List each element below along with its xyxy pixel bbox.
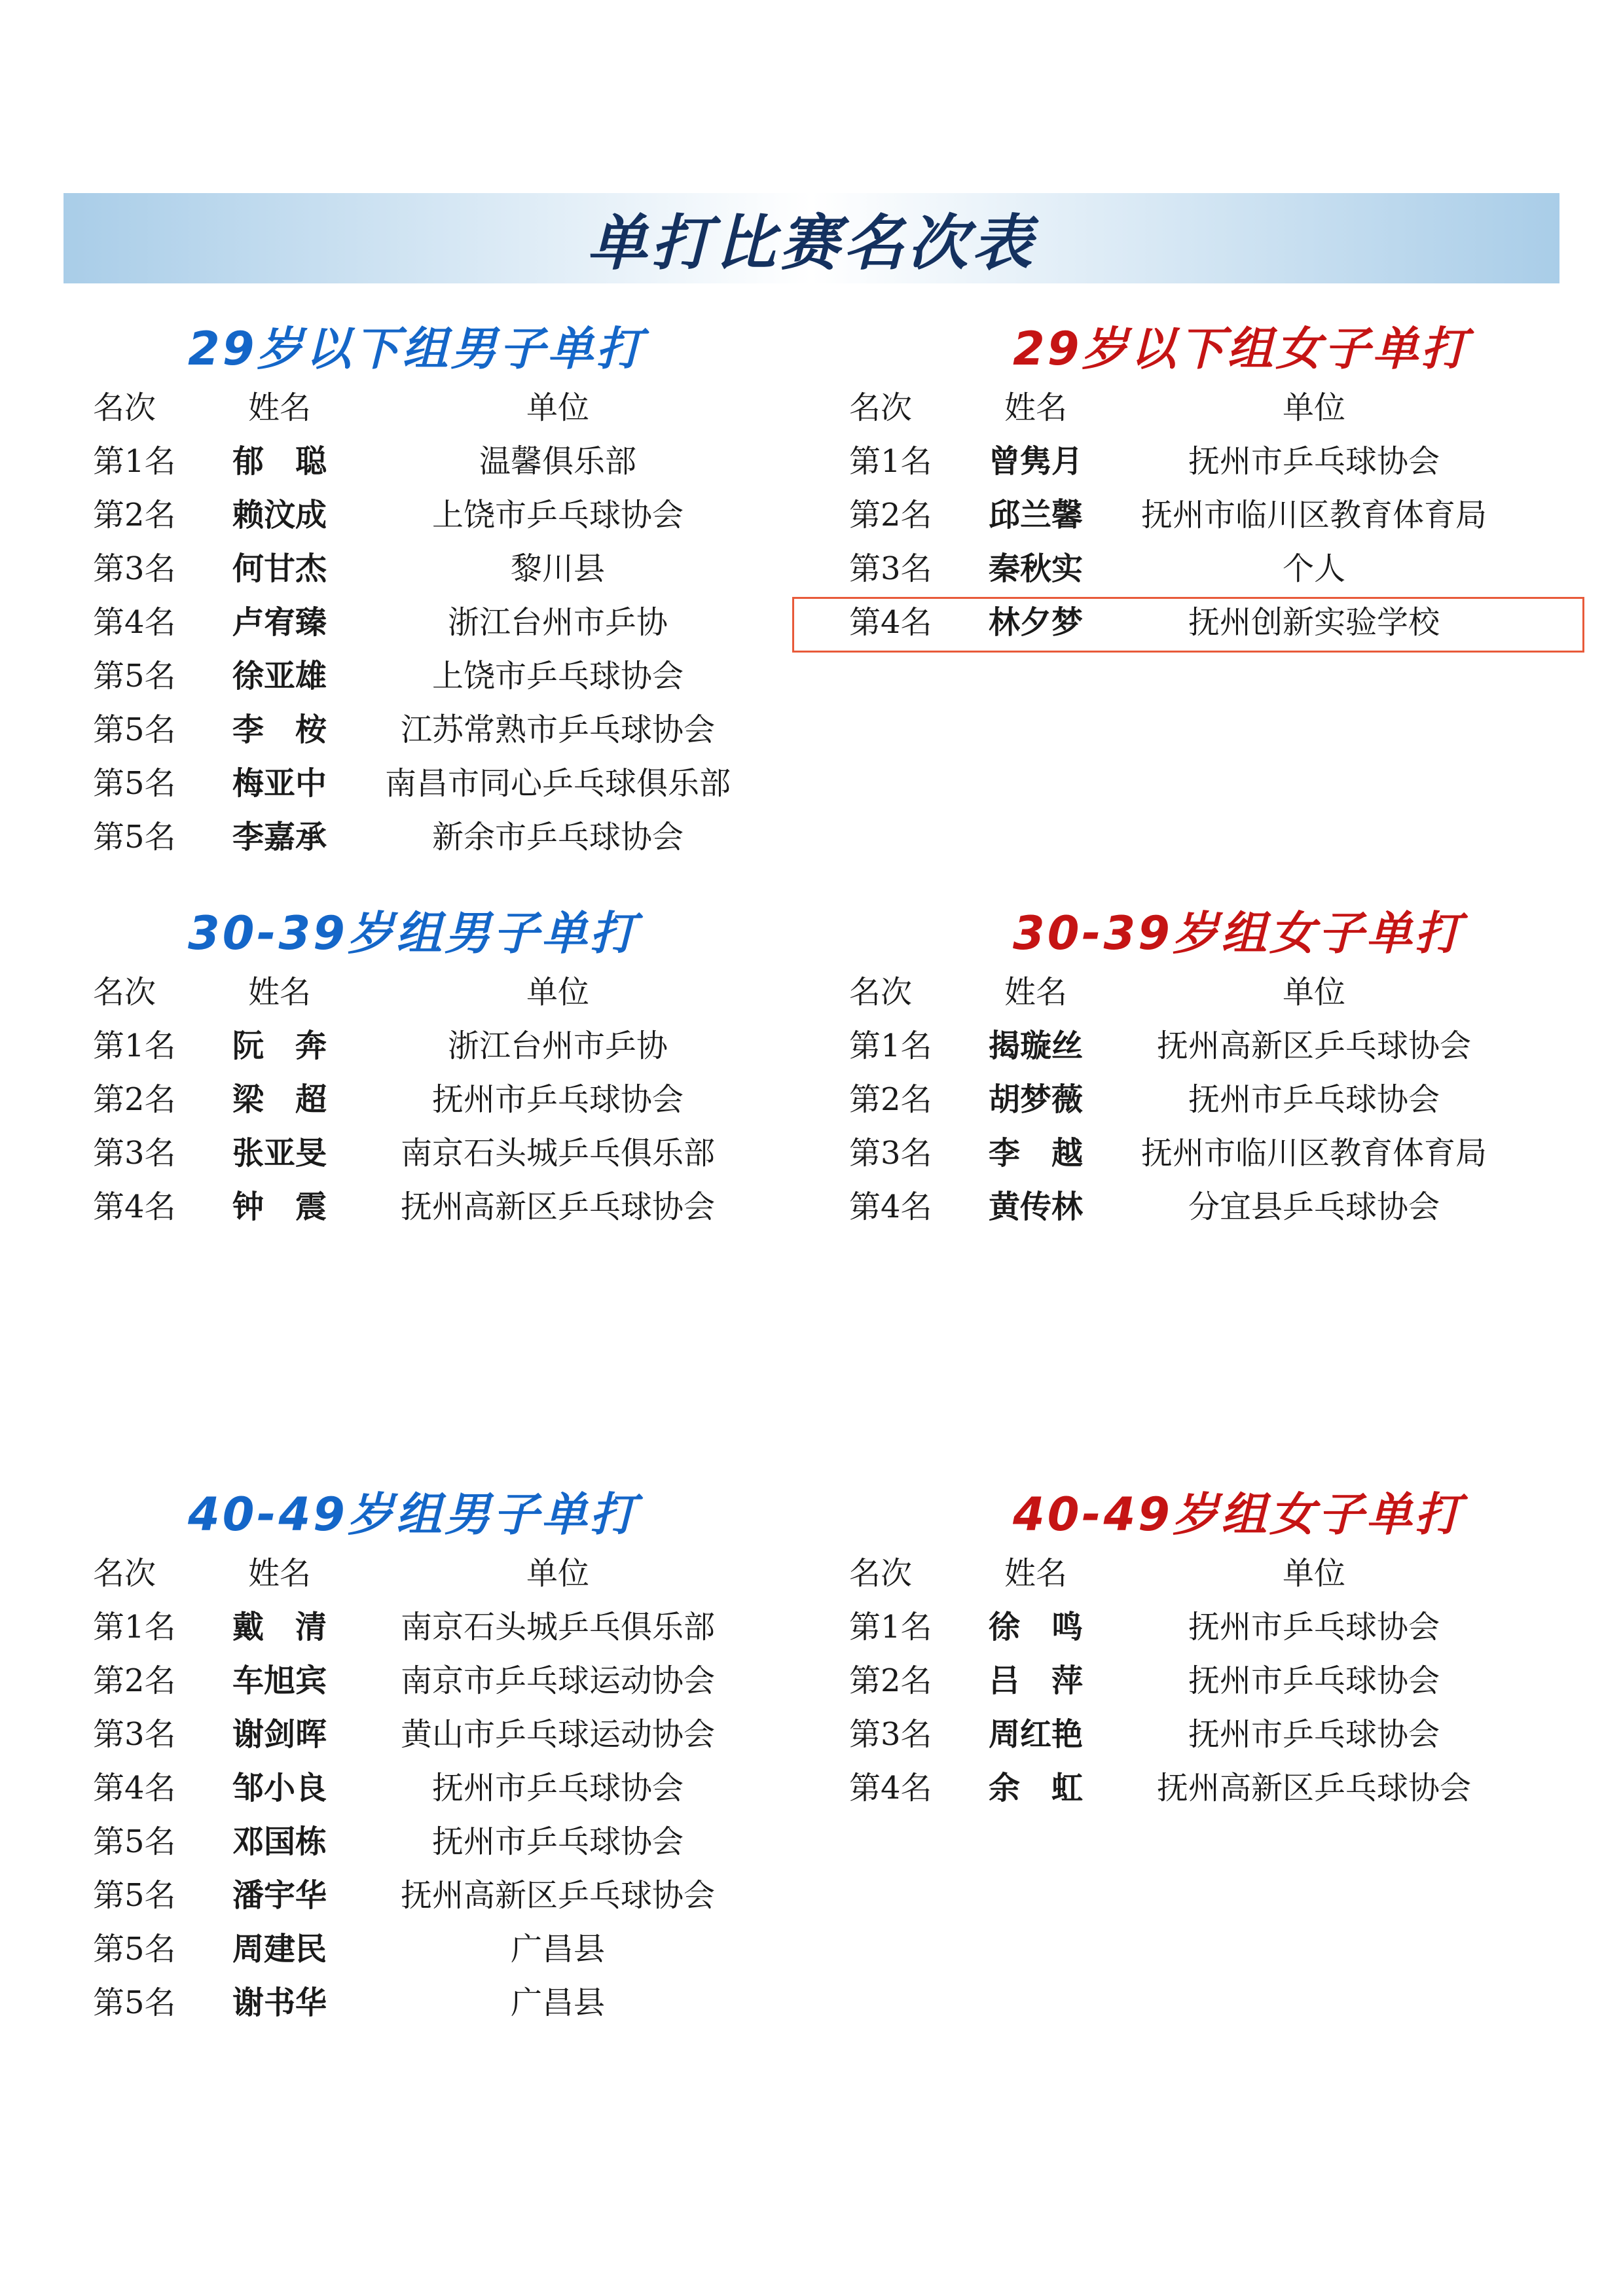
table-row	[64, 1922, 790, 1976]
table-row	[64, 703, 790, 757]
header-unit: 单位	[526, 389, 589, 426]
table-header-row	[64, 1547, 790, 1600]
unit-cell: 抚州市乒乓球协会	[431, 1823, 684, 1860]
table-header-row	[820, 381, 1546, 435]
section-title: 29岁以下组男子单打	[188, 322, 645, 376]
table-row	[64, 1654, 790, 1708]
rank-cell: 第4名	[93, 1770, 176, 1806]
rank-cell: 第5名	[93, 1823, 176, 1860]
table-row	[64, 542, 790, 596]
section-title: 30-39岁组男子单打	[188, 906, 638, 960]
rank-cell: 第4名	[93, 604, 176, 641]
rank-cell: 第3名	[849, 1135, 932, 1172]
unit-cell: 抚州高新区乒乓球协会	[400, 1877, 715, 1914]
rank-cell: 第1名	[93, 443, 176, 480]
name-cell: 阮 奔	[232, 1028, 327, 1064]
unit-cell: 抚州创新实验学校	[1188, 604, 1440, 641]
table-row	[64, 1180, 790, 1234]
rank-cell: 第1名	[849, 1028, 932, 1064]
unit-cell: 抚州市临川区教育体育局	[1140, 1135, 1487, 1172]
header-unit: 单位	[526, 974, 589, 1011]
name-cell: 周红艳	[988, 1716, 1083, 1753]
table-row	[820, 488, 1546, 542]
table-header-row	[64, 381, 790, 435]
header-name: 姓名	[247, 389, 311, 426]
section-title: 40-49岁组女子单打	[1013, 1488, 1463, 1541]
unit-cell: 抚州市乒乓球协会	[1188, 1662, 1440, 1699]
unit-cell: 南京石头城乒乓俱乐部	[400, 1609, 715, 1645]
header-unit: 单位	[526, 1555, 589, 1592]
name-cell: 赖汶成	[232, 497, 327, 533]
unit-cell: 广昌县	[510, 1931, 605, 1967]
unit-cell: 抚州高新区乒乓球协会	[1156, 1028, 1471, 1064]
table-row	[64, 810, 790, 864]
rank-cell: 第3名	[93, 550, 176, 587]
table-row	[820, 1073, 1546, 1126]
table-row	[64, 757, 790, 810]
section-title: 40-49岁组男子单打	[188, 1488, 638, 1541]
table-row	[820, 1654, 1546, 1708]
rank-cell: 第5名	[93, 1984, 176, 2021]
unit-cell: 上饶市乒乓球协会	[431, 658, 684, 694]
rank-cell: 第5名	[93, 658, 176, 694]
page-title: 单打比赛名次表	[587, 208, 1036, 278]
table-row	[820, 1600, 1546, 1654]
rank-cell: 第4名	[849, 1770, 932, 1806]
table-row	[64, 1019, 790, 1073]
rank-cell: 第3名	[93, 1716, 176, 1753]
rank-cell: 第1名	[849, 1609, 932, 1645]
unit-cell: 广昌县	[510, 1984, 605, 2021]
rank-cell: 第2名	[849, 1081, 932, 1118]
rank-cell: 第4名	[849, 1189, 932, 1225]
unit-cell: 黄山市乒乓球运动协会	[400, 1716, 715, 1753]
title-banner	[64, 193, 1559, 283]
unit-cell: 抚州市乒乓球协会	[431, 1770, 684, 1806]
name-cell: 林夕梦	[988, 604, 1083, 641]
table-row	[820, 1761, 1546, 1815]
rank-cell: 第2名	[93, 497, 176, 533]
table-row	[820, 1126, 1546, 1180]
rank-cell: 第2名	[93, 1081, 176, 1118]
name-cell: 梁 超	[232, 1081, 327, 1118]
unit-cell: 抚州市临川区教育体育局	[1140, 497, 1487, 533]
header-name: 姓名	[247, 1555, 311, 1592]
table-row	[64, 435, 790, 488]
name-cell: 钟 震	[232, 1189, 327, 1225]
name-cell: 梅亚中	[232, 765, 327, 802]
table-row	[64, 1976, 790, 2030]
name-cell: 郁 聪	[232, 443, 327, 480]
name-cell: 李 桉	[232, 711, 327, 748]
unit-cell: 分宜县乒乓球协会	[1188, 1189, 1440, 1225]
name-cell: 车旭宾	[232, 1662, 327, 1699]
name-cell: 潘宇华	[232, 1877, 327, 1914]
rank-cell: 第5名	[93, 1877, 176, 1914]
header-rank: 名次	[93, 389, 156, 426]
table-row	[64, 1126, 790, 1180]
unit-cell: 温馨俱乐部	[479, 443, 636, 480]
header-name: 姓名	[1004, 389, 1067, 426]
header-name: 姓名	[247, 974, 311, 1011]
rank-cell: 第5名	[93, 711, 176, 748]
name-cell: 李嘉承	[232, 819, 327, 855]
name-cell: 吕 萍	[988, 1662, 1083, 1699]
rank-cell: 第3名	[93, 1135, 176, 1172]
rank-cell: 第2名	[849, 1662, 932, 1699]
name-cell: 周建民	[232, 1931, 327, 1967]
header-unit: 单位	[1282, 389, 1345, 426]
name-cell: 戴 清	[232, 1609, 327, 1645]
unit-cell: 抚州市乒乓球协会	[1188, 1716, 1440, 1753]
header-unit: 单位	[1282, 1555, 1345, 1592]
name-cell: 何甘杰	[232, 550, 327, 587]
header-rank: 名次	[849, 389, 913, 426]
unit-cell: 浙江台州市乒协	[447, 1028, 668, 1064]
name-cell: 邹小良	[232, 1770, 327, 1806]
header-rank: 名次	[93, 974, 156, 1011]
name-cell: 黄传林	[988, 1189, 1083, 1225]
header-name: 姓名	[1004, 974, 1067, 1011]
name-cell: 邓国栋	[232, 1823, 327, 1860]
name-cell: 余 虹	[988, 1770, 1083, 1806]
rank-cell: 第3名	[849, 550, 932, 587]
table-row	[64, 1708, 790, 1761]
table-row	[64, 1815, 790, 1869]
unit-cell: 个人	[1282, 550, 1345, 587]
table-row	[64, 596, 790, 649]
name-cell: 谢书华	[232, 1984, 327, 2021]
table-header-row	[820, 1547, 1546, 1600]
unit-cell: 黎川县	[510, 550, 605, 587]
table-header-row	[64, 965, 790, 1019]
unit-cell: 江苏常熟市乒乓球协会	[400, 711, 715, 748]
rank-cell: 第5名	[93, 819, 176, 855]
header-rank: 名次	[849, 974, 913, 1011]
rank-cell: 第4名	[93, 1189, 176, 1225]
rank-cell: 第1名	[93, 1028, 176, 1064]
section-title: 30-39岁组女子单打	[1013, 906, 1463, 960]
unit-cell: 抚州高新区乒乓球协会	[1156, 1770, 1471, 1806]
name-cell: 卢宥臻	[232, 604, 327, 641]
name-cell: 胡梦薇	[988, 1081, 1083, 1118]
unit-cell: 浙江台州市乒协	[447, 604, 668, 641]
header-name: 姓名	[1004, 1555, 1067, 1592]
rank-cell: 第2名	[93, 1662, 176, 1699]
rank-cell: 第2名	[849, 497, 932, 533]
header-rank: 名次	[849, 1555, 913, 1592]
table-row	[64, 1600, 790, 1654]
table-row	[64, 1761, 790, 1815]
name-cell: 揭璇丝	[988, 1028, 1083, 1064]
table-row	[64, 649, 790, 703]
rank-cell: 第5名	[93, 765, 176, 802]
rank-cell: 第1名	[93, 1609, 176, 1645]
name-cell: 邱兰馨	[988, 497, 1083, 533]
name-cell: 徐 鸣	[988, 1609, 1083, 1645]
rank-cell: 第3名	[849, 1716, 932, 1753]
table-row	[820, 1708, 1546, 1761]
table-row	[64, 1073, 790, 1126]
table-row	[820, 542, 1546, 596]
header-unit: 单位	[1282, 974, 1345, 1011]
table-row	[820, 435, 1546, 488]
unit-cell: 抚州市乒乓球协会	[1188, 1609, 1440, 1645]
section-title: 29岁以下组女子单打	[1013, 322, 1470, 376]
unit-cell: 南昌市同心乒乓球俱乐部	[384, 765, 731, 802]
unit-cell: 抚州市乒乓球协会	[431, 1081, 684, 1118]
unit-cell: 抚州市乒乓球协会	[1188, 443, 1440, 480]
table-row	[64, 1869, 790, 1922]
table-header-row	[820, 965, 1546, 1019]
rank-cell: 第4名	[849, 604, 932, 641]
header-rank: 名次	[93, 1555, 156, 1592]
name-cell: 徐亚雄	[232, 658, 327, 694]
unit-cell: 新余市乒乓球协会	[431, 819, 684, 855]
rank-cell: 第1名	[849, 443, 932, 480]
unit-cell: 上饶市乒乓球协会	[431, 497, 684, 533]
name-cell: 李 越	[988, 1135, 1083, 1172]
name-cell: 秦秋实	[988, 550, 1083, 587]
highlight-box	[792, 597, 1584, 653]
name-cell: 张亚旻	[232, 1135, 327, 1172]
table-row	[64, 488, 790, 542]
unit-cell: 抚州市乒乓球协会	[1188, 1081, 1440, 1118]
table-row	[820, 1180, 1546, 1234]
rank-cell: 第5名	[93, 1931, 176, 1967]
table-row	[820, 1019, 1546, 1073]
unit-cell: 南京石头城乒乓俱乐部	[400, 1135, 715, 1172]
unit-cell: 抚州高新区乒乓球协会	[400, 1189, 715, 1225]
unit-cell: 南京市乒乓球运动协会	[400, 1662, 715, 1699]
name-cell: 曾隽月	[988, 443, 1083, 480]
name-cell: 谢剑晖	[232, 1716, 327, 1753]
